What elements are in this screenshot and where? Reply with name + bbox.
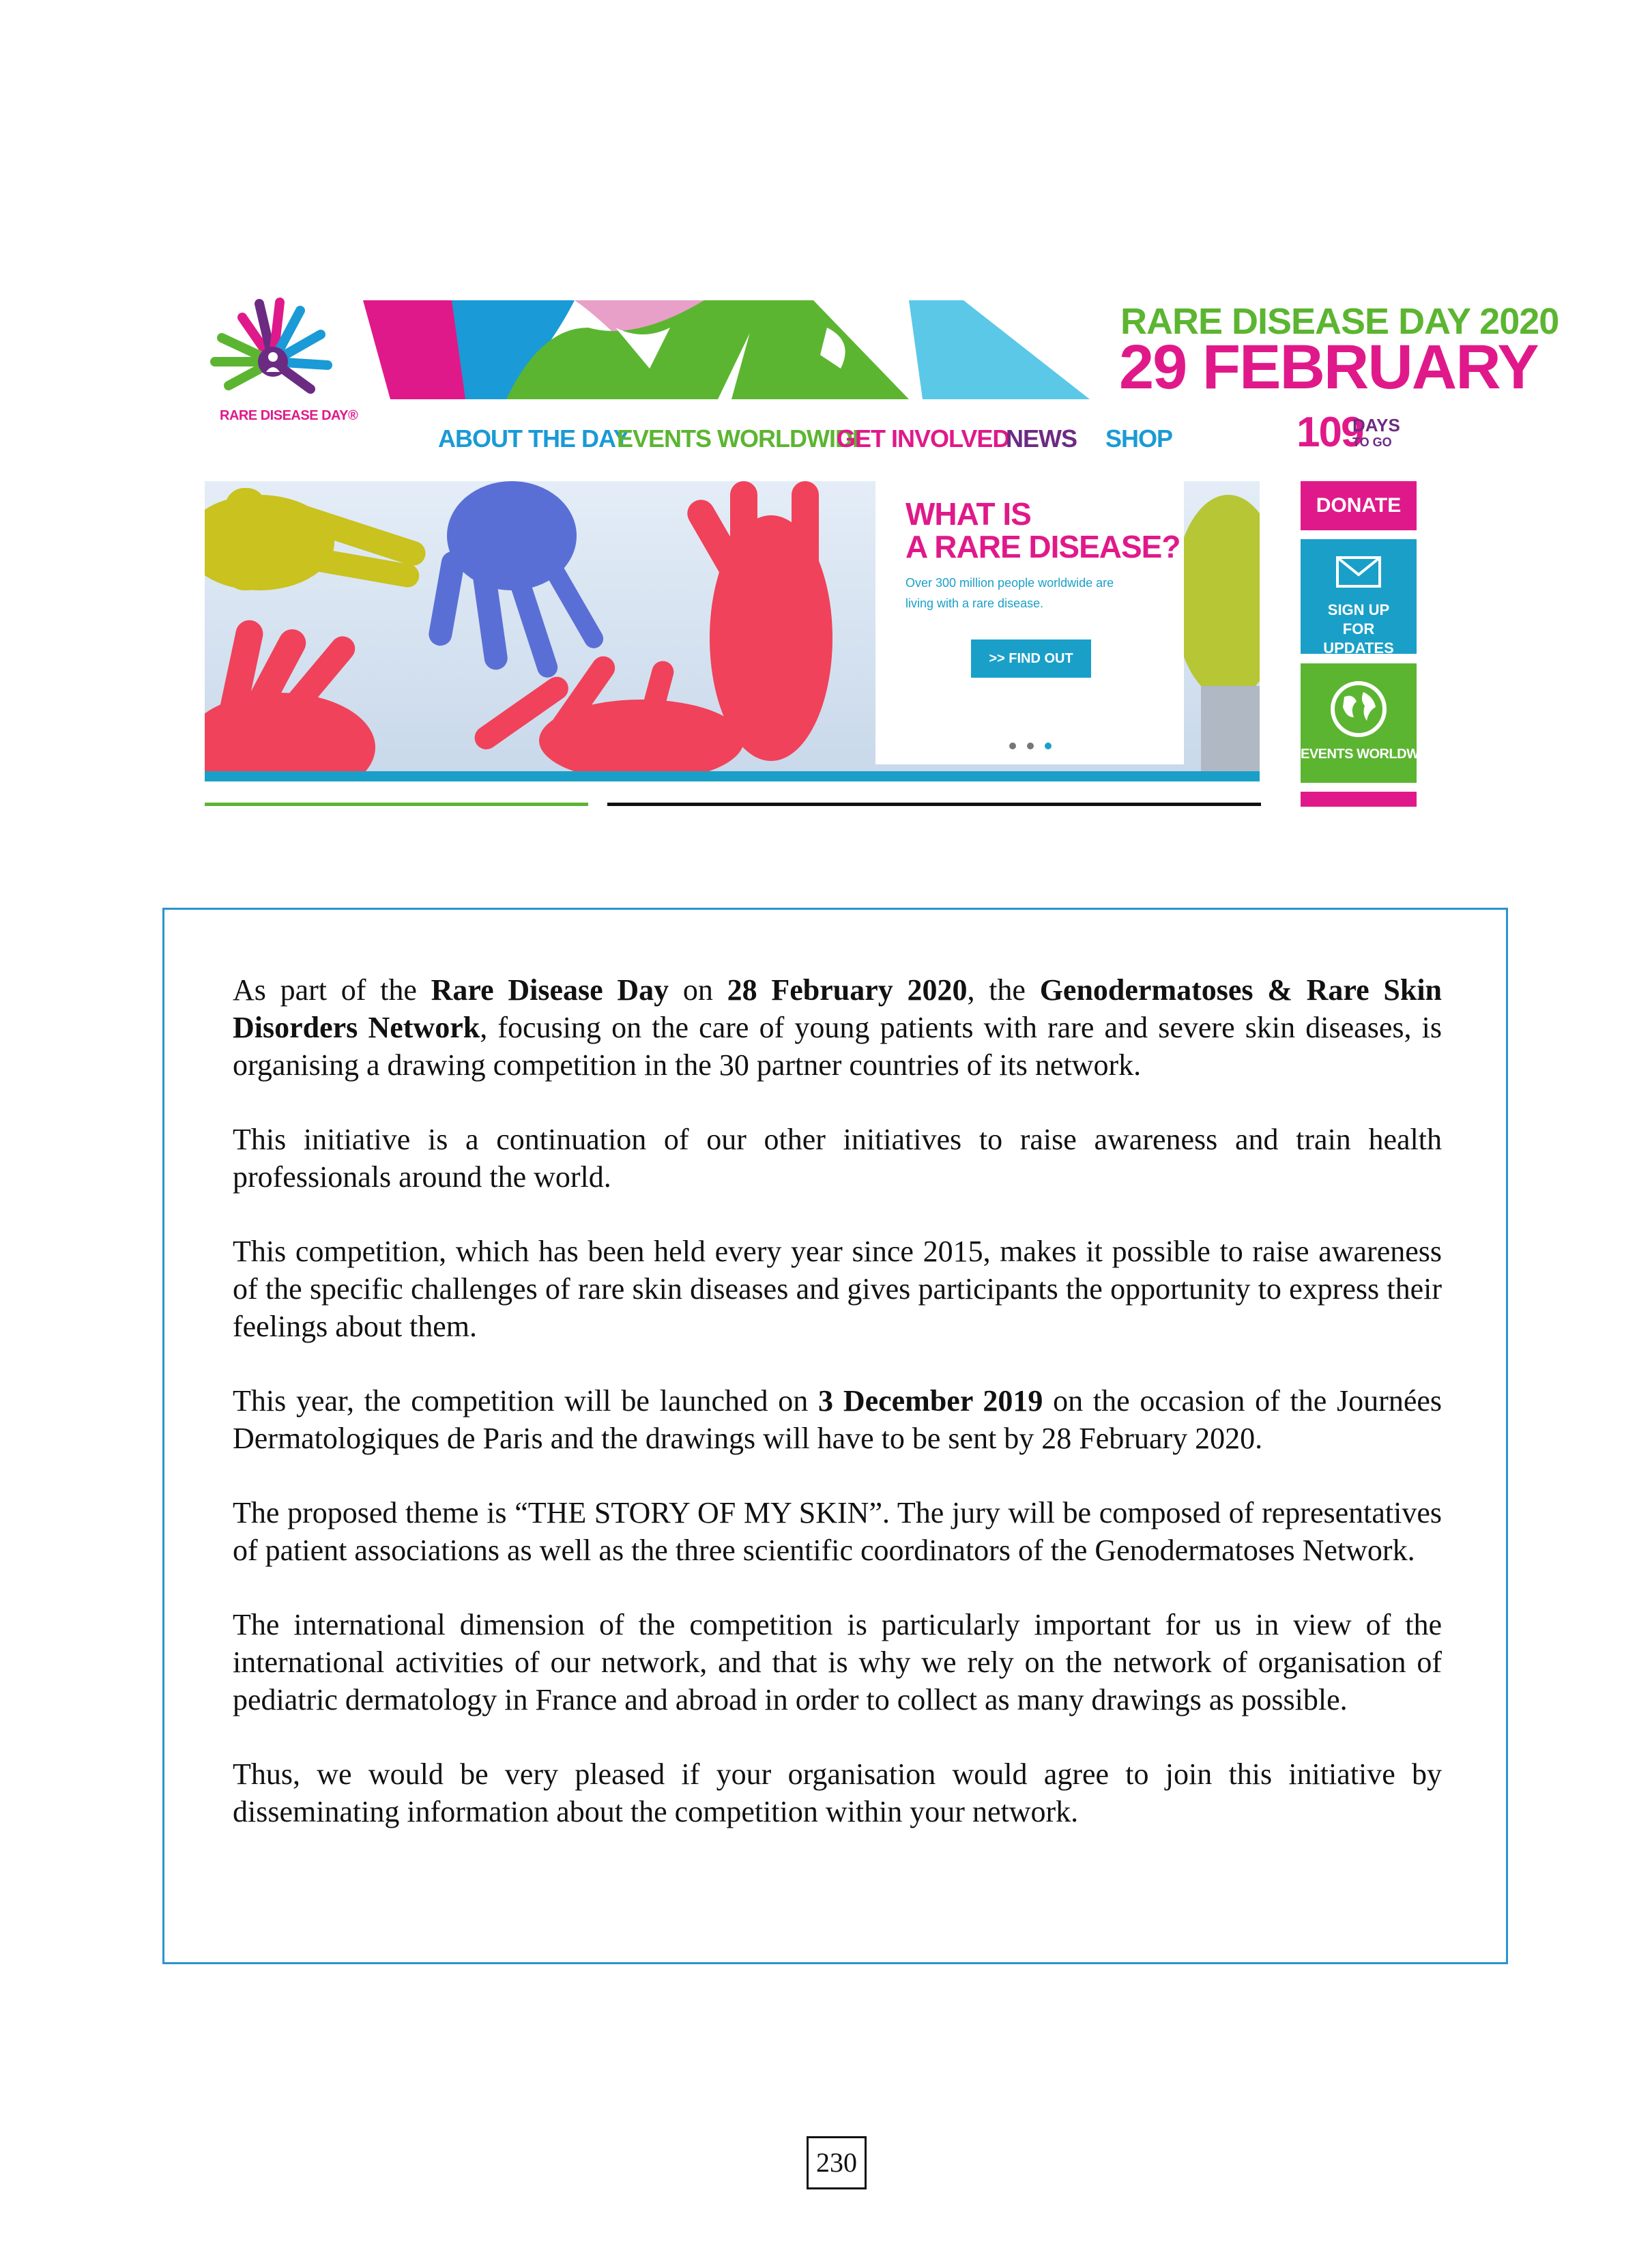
hero-card-body: Over 300 million people worldwide are living with a rare disease. bbox=[905, 576, 1114, 610]
letter-body bbox=[233, 971, 1442, 1867]
nav-shop[interactable]: SHOP bbox=[1105, 425, 1173, 452]
paragraph-2: This initiative is a continuation of our other initiatives to raise awareness and train health professionals around the world. bbox=[233, 1123, 1442, 1194]
green-rule bbox=[205, 803, 588, 806]
event-date-text: 29 FEBRUARY bbox=[1119, 332, 1538, 402]
events-label: EVENTS WORLDWIDE bbox=[1301, 747, 1441, 762]
black-rule bbox=[607, 803, 1261, 806]
countdown-number: 109 bbox=[1296, 409, 1363, 456]
signup-updates-button[interactable] bbox=[1301, 539, 1417, 657]
nav-news[interactable]: NEWS bbox=[1006, 425, 1077, 452]
carousel-dots[interactable] bbox=[1009, 741, 1052, 753]
paragraph-6: The international dimension of the competition is particularly important for us in view of the international activities of our network, and that is why we rely on the network of organisation of pediatric dermatology in France and abroad in order to collect as many drawings as possible. bbox=[233, 1608, 1442, 1716]
events-worldwide-button[interactable] bbox=[1301, 663, 1441, 783]
countdown-unit-bottom: TO GO bbox=[1352, 435, 1392, 449]
letter-text-box bbox=[162, 908, 1508, 1964]
event-date bbox=[1119, 334, 1538, 400]
banner-artwork bbox=[349, 300, 1090, 399]
side-pink-bar bbox=[1301, 792, 1417, 807]
countdown-unit-top: DAYS bbox=[1352, 415, 1400, 435]
nav-about-the-day[interactable]: ABOUT THE DAY bbox=[438, 425, 629, 452]
hero-card-title-line1: WHAT IS bbox=[905, 496, 1031, 532]
find-out-more-button[interactable]: >> FIND OUT MORE bbox=[971, 639, 1091, 678]
website-screenshot bbox=[0, 0, 1652, 819]
paragraph-3: This competition, which has been held every year since 2015, makes it possible to raise awareness of the specific challenges of rare skin diseases and gives participants the opportunity to express their feelings about them. bbox=[233, 1235, 1442, 1343]
rare-disease-day-logo-icon bbox=[201, 297, 345, 406]
signup-label: SIGN UP FOR UPDATES bbox=[1323, 601, 1394, 657]
event-title: RARE DISEASE DAY 2020 bbox=[1120, 301, 1559, 342]
paragraph-4: This year, the competition will be launched on 3 December 2019 on the occasion of the Journées Dermatologiques de Paris and the drawings will have to be sent by 28 February 2020. bbox=[233, 1384, 1443, 1455]
hero-card bbox=[875, 481, 1184, 764]
globe-icon bbox=[1329, 680, 1388, 738]
nav-events-worldwide[interactable]: EVENTS WORLDWIDE bbox=[617, 425, 868, 452]
paragraph-7: Thus, we would be very pleased if your organisation would agree to join this initiative by disseminating information about the competition within your network. bbox=[233, 1757, 1442, 1828]
page-number: 230 bbox=[807, 2136, 867, 2189]
paragraph-5: The proposed theme is “THE STORY OF MY SKIN”. The jury will be composed of representatives of patient associations as well as the three scientific coordinators of the Genodermatoses Network. bbox=[233, 1496, 1442, 1567]
donate-button[interactable]: DONATE bbox=[1301, 481, 1417, 530]
paragraph-1: As part of the Rare Disease Day on 28 February 2020, the Genodermatoses & Rare Skin Disorders Network, focusing on the care of young patients with rare and severe skin diseases, is organising a drawing competition in the 30 partner countries of its network. bbox=[233, 973, 1443, 1082]
logo-label: RARE DISEASE DAY® bbox=[220, 408, 358, 423]
nav-get-involved[interactable]: GET INVOLVED bbox=[837, 425, 1010, 452]
envelope-icon bbox=[1335, 556, 1382, 588]
hero-card-title-line2: A RARE DISEASE? bbox=[905, 529, 1180, 564]
